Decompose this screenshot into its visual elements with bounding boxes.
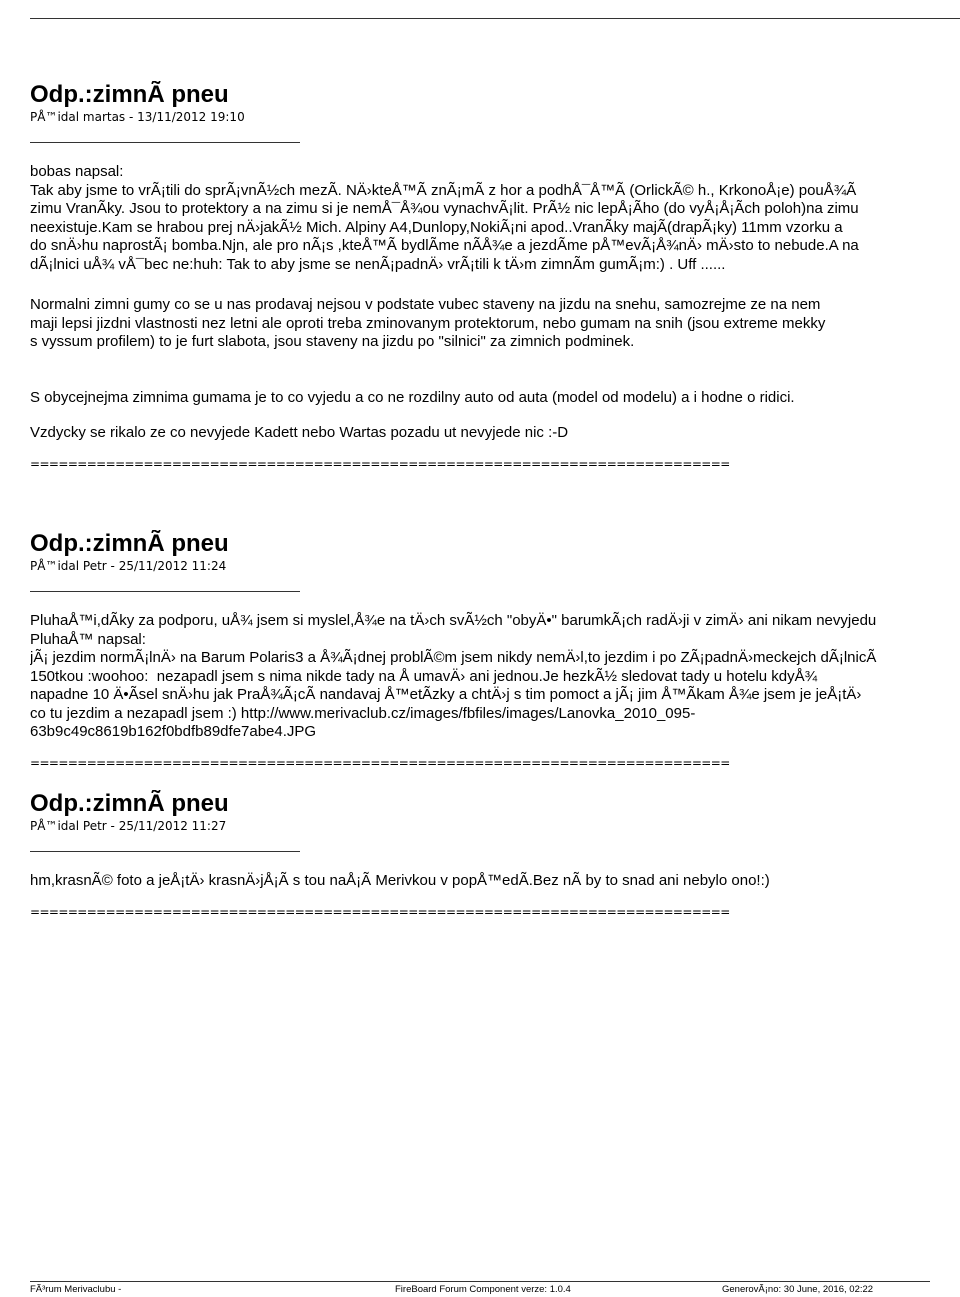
- post-separator: ==========================================================================: [30, 904, 730, 919]
- footer-divider: [30, 1281, 930, 1282]
- quote-line: dÃ¡lnici uÅ¾ vÅ¯bec ne:huh: Tak to aby jsme se nenÃ¡padnÄ› vrÃ¡tili k tÄ›m zimnÃm gumÃ¡m:) . Uff ......: [30, 255, 726, 273]
- quote-line: Tak aby jsme to vrÃ¡tili do sprÃ¡vnÃ½ch mezÃ. NÄ›kteÅ™Ã znÃ¡mÃ z hor a podhÅ¯Å™Ã (OrlickÃ© h., KrkonoÅ¡e) pouÅ¾Ã: [30, 181, 857, 199]
- footer-component: FireBoard Forum Component verze: 1.0.4: [395, 1284, 571, 1295]
- post-body: [30, 872, 960, 891]
- post-body: [30, 612, 960, 742]
- post-separator: ==========================================================================: [30, 755, 730, 770]
- quote-line: neexistuje.Kam se hrabou prej nÄ›jakÃ½ Mich. Alpiny A4,Dunlopy,NokiÃ¡ni apod..VranÃky majÃ(drapÃ¡ky) 11mm vzorku a: [30, 218, 843, 236]
- top-divider: [30, 18, 960, 19]
- quote-author: PluhaÅ™ napsal:: [30, 630, 146, 648]
- quote-line: 63b9c49c8619b162f0bdfb89dfe7abe4.JPG: [30, 723, 317, 740]
- post-title: Odp.:zimnÃ pneu: [30, 790, 229, 817]
- footer-site-name: FÃ³rum Merivaclubu -: [30, 1284, 122, 1295]
- quote-line: 150tkou :woohoo: nezapadl jsem s nima nikde tady na Å umavÄ› ani jednou.Je hezkÃ½ sledovat tady u hotelu kdyÅ¾: [30, 667, 818, 685]
- post-meta: PÅ™idal martas - 13/11/2012 19:10: [30, 110, 245, 124]
- body-line: s vyssum profilem) to je furt slabota, jsou staveny na jizdu po "silnici" za zimnich podminek.: [30, 333, 635, 350]
- post-meta: PÅ™idal Petr - 25/11/2012 11:24: [30, 559, 227, 573]
- body-line: maji lepsi jizdni vlastnosti nez letni ale oproti treba zminovanym protektorum, nebo gumam na snih (jsou extreme mekky: [30, 314, 826, 332]
- quote-line: co tu jezdim a nezapadl jsem :) http://www.merivaclub.cz/images/fbfiles/images/Lanovka_2010_095-: [30, 704, 696, 722]
- post-title: Odp.:zimnÃ pneu: [30, 81, 229, 108]
- body-line: PluhaÅ™i,dÃky za podporu, uÅ¾ jsem si myslel,Å¾e na tÄ›ch svÃ½ch "obyÄ•" barumkÃ¡ch radÄ›ji v zimÄ› ani nikam nevyjedu: [30, 612, 877, 629]
- body-line: S obycejnejma zimnima gumama je to co vyjedu a co ne rozdilny auto od auta (model od modelu) a i hodne o ridici.: [30, 388, 795, 406]
- post-separator: ==========================================================================: [30, 456, 730, 471]
- footer-generated: GenerovÃ¡no: 30 June, 2016, 02:22: [722, 1284, 874, 1295]
- forum-post: [30, 790, 960, 919]
- body-line: hm,krasnÃ© foto a jeÅ¡tÄ› krasnÄ›jÅ¡Ã s tou naÅ¡Ã Merivkou v popÅ™edÃ.Bez nÃ by to snad ani nebylo ono!:): [30, 872, 770, 889]
- quote-line: zimu VranÃky. Jsou to protektory a na zimu si je nemÅ¯Å¾ou vynachvÃ¡lit. PrÃ½ nic lepÅ¡Ãho (do vyÅ¡Å¡Ãch poloh)na zimu: [30, 200, 859, 217]
- body-line: Normalni zimni gumy co se u nas prodavaj nejsou v podstate vubec staveny na jizdu na snehu, samozrejme ze na nem: [30, 296, 821, 313]
- quote-line: napadne 10 Ä•Ãsel snÄ›hu jak PraÅ¾Ã¡cÃ nandavaj Å™etÃzky a chtÄ›j s tim pomoct a jÃ¡ jim Å™Ãkam Å¾e jsem je jeÅ¡tÄ›: [30, 686, 862, 703]
- quote-block: [30, 163, 960, 274]
- post-title: Odp.:zimnÃ pneu: [30, 530, 229, 557]
- forum-post: [30, 81, 960, 471]
- quote-line: do snÄ›hu naprostÃ¡ bomba.Njn, ale pro nÃ¡s ,kteÅ™Ã bydlÃme nÃÅ¾e a jezdÃme pÅ™evÃ¡Å¾nÄ› mÄ›sto to nebude.A na: [30, 237, 859, 254]
- forum-post: [30, 530, 960, 770]
- quote-author: bobas napsal:: [30, 163, 124, 180]
- body-line: Vzdycky se rikalo ze co nevyjede Kadett nebo Wartas pozadu ut nevyjede nic :-D: [30, 424, 569, 441]
- post-meta: PÅ™idal Petr - 25/11/2012 11:27: [30, 819, 227, 833]
- quote-line: jÃ¡ jezdim normÃ¡lnÄ› na Barum Polaris3 a Å¾Ã¡dnej problÃ©m jsem nikdy nemÄ›l,to jezdim i po ZÃ¡padnÄ›meckejch dÃ¡lnicÃ: [30, 649, 877, 666]
- post-body: [30, 296, 960, 443]
